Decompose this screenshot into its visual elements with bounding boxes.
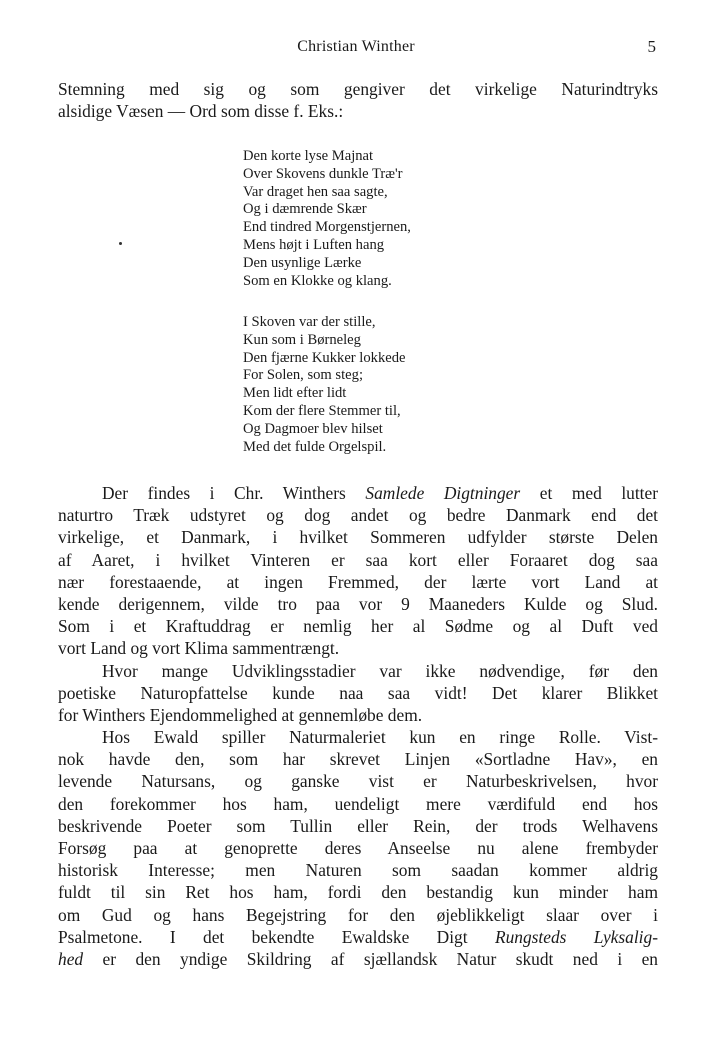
poem-line: Mens højt i Luften hang	[243, 236, 385, 253]
poem-line: Var draget hen saa sagte,	[243, 183, 388, 200]
poem-line: Og Dagmoer blev hilset	[243, 420, 383, 437]
text-line: hed er den yndige Skildring af sjællandsk Natur skudt ned i en	[58, 948, 658, 969]
poem-line: Over Skovens dunkle Træ'r	[243, 165, 403, 182]
text-line: Hvor mange Udviklingsstadier var ikke nødvendige, før den	[102, 660, 658, 681]
text-line: Som i et Kraftuddrag er nemlig her al Sødme og al Duft ved	[58, 616, 658, 637]
text-line: levende Natursans, og ganske vist er Naturbeskrivelsen, hvor	[58, 771, 658, 792]
text-line: vort Land og vort Klima sammentrængt.	[58, 638, 340, 659]
poem-line: Men lidt efter lidt	[243, 385, 347, 402]
poem-line: Den korte lyse Majnat	[243, 148, 374, 164]
main-text	[58, 482, 658, 970]
text-line: fuldt til sin Ret hos ham, fordi den bestandig kun minder ham	[58, 882, 658, 903]
text-line: Psalmetone. I det bekendte Ewaldske Digt Rungsteds Lyksalig-	[58, 926, 658, 947]
text-line: om Gud og hans Begejstring for den øjeblikkeligt slaar over i	[58, 904, 658, 925]
text-line: Der findes i Chr. Winthers Samlede Digtninger et med lutter	[102, 483, 658, 503]
text-line: beskrivende Poeter som Tullin eller Rein, der trods Welhavens	[58, 815, 658, 836]
intro-paragraph	[58, 78, 658, 122]
text-line: poetiske Naturopfattelse kunde naa saa vidt! Det klarer Blikket	[58, 682, 658, 703]
poem-stanza-1	[243, 148, 411, 290]
text-line: historisk Interesse; men Naturen som saadan kommer aldrig	[58, 860, 658, 881]
poem-title: hed	[58, 948, 84, 969]
poem-line: Den fjærne Kukker lokkede	[243, 349, 406, 366]
print-speck	[119, 242, 122, 245]
poem-line: Med det fulde Orgelspil.	[243, 438, 387, 455]
text-line: den forekommer hos ham, uendeligt mere værdifuld end hos	[58, 793, 658, 814]
poem-line: Og i dæmrende Skær	[243, 201, 367, 218]
text-line: nær forestaaende, at ingen Fremmed, der lærte vort Land at	[58, 571, 658, 592]
text-line: Forsøg paa at genoprette deres Anseelse nu alene frembyder	[58, 838, 658, 858]
text-line: naturtro Træk udstyret og dog andet og bedre Danmark end det	[58, 505, 658, 526]
poem-title: Rungsteds Lyksalig-	[494, 926, 658, 947]
text-line: nok havde den, som har skrevet Linjen «Sortladne Hav», en	[58, 749, 658, 770]
poem-line: Som en Klokke og klang.	[243, 272, 392, 289]
poem-line: Kun som i Børneleg	[243, 331, 361, 348]
text-line: for Winthers Ejendommelighed at gennemløbe dem.	[58, 704, 423, 725]
poem-line: Kom der flere Stemmer til,	[243, 402, 401, 419]
poem-line: End tindred Morgenstjernen,	[243, 219, 411, 236]
text-line: Stemning med sig og som gengiver det virkelige Naturindtryks	[58, 79, 658, 99]
poem-line: Den usynlige Lærke	[243, 254, 362, 271]
text-line: kende derigennem, vilde tro paa vor 9 Maaneders Kulde og Slud.	[58, 593, 658, 614]
poem-stanza-2	[243, 314, 406, 456]
text-line: virkelige, et Danmark, i hvilket Sommeren udfylder største Delen	[58, 527, 658, 548]
running-title: Christian Winther	[297, 38, 415, 55]
poem-line: I Skoven var der stille,	[243, 314, 376, 330]
book-title: Samlede Digtninger	[365, 483, 521, 503]
page-number: 5	[647, 37, 656, 56]
text-line: Hos Ewald spiller Naturmaleriet kun en ringe Rolle. Vist-	[102, 727, 658, 748]
poem-line: For Solen, som steg;	[243, 367, 363, 384]
text-line: alsidige Væsen — Ord som disse f. Eks.:	[58, 101, 344, 122]
text-line: af Aaret, i hvilket Vinteren er saa kort eller Foraaret dog saa	[58, 549, 658, 570]
